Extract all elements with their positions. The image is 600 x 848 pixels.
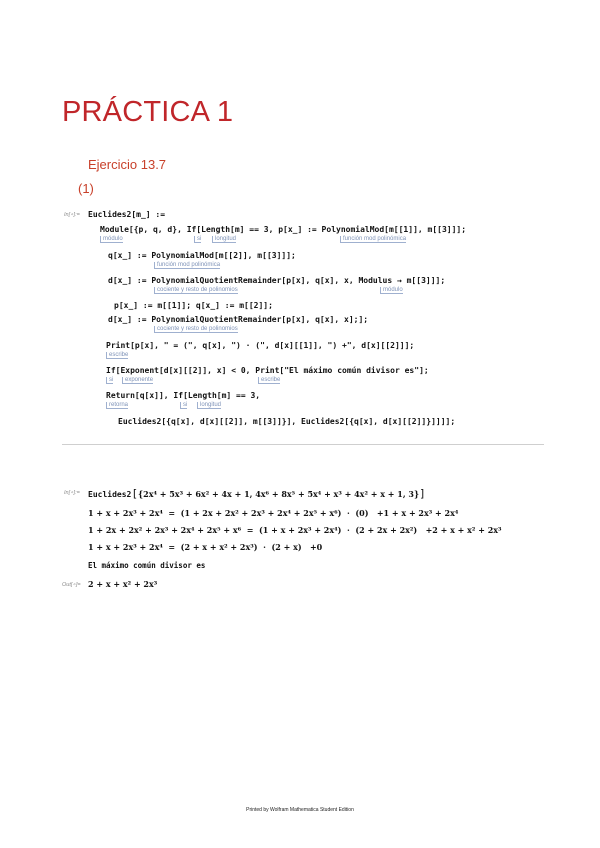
function-name: Euclides2 [88,490,132,499]
code-line-10[interactable]: Euclides2[{q[x], d[x][[2]], m[[3]]}], Euclides2[{q[x], d[x][[2]]}]]]]; [118,417,456,426]
subsection-heading: Ejercicio 13.7 [88,157,167,172]
footer-note: Printed by Wolfram Mathematica Student Edition [246,807,354,813]
page-title: PRÁCTICA 1 [62,96,234,128]
hint-funcion-mod: función mod polinómica [154,262,220,269]
hint-modulo: módulo [380,287,403,294]
hint-modulo: módulo [100,236,123,243]
code-line-9[interactable]: Return[q[x]], If[Length[m] == 3, [106,391,261,400]
result-output: 2 + x + x² + 2x³ [88,579,158,589]
hint-exponente: exponente [122,377,153,384]
code-line-3[interactable]: q[x_] := PolynomialMod[m[[2]], m[[3]]]; [108,251,296,260]
cell-divider [62,444,544,445]
print-line-2: 1 + 2x + 2x² + 2x³ + 2x⁴ + 2x⁵ + x⁶ = (1 + x + 2x³ + 2x⁴) · (2 + 2x + 2x²) +2 + x + x² + 2x³ [88,525,502,535]
hint-cociente: cociente y resto de polinomios [154,287,238,294]
code-line-1[interactable]: Euclides2[m_] := [88,210,166,219]
hint-retorna: retorna [106,402,128,409]
eval-input[interactable] [88,487,426,500]
code-line-5[interactable]: p[x_] := m[[1]]; q[x_] := m[[2]]; [114,301,273,310]
left-bracket: [ [131,487,138,500]
hint-si: si [180,402,187,409]
code-line-7[interactable]: Print[p[x], " = (", q[x], ") · (", d[x][[1]], ") +", d[x][[2]]]; [106,341,415,350]
subsubsection-heading: (1) [78,181,94,196]
hint-cociente: cociente y resto de polinomios [154,326,238,333]
code-line-8[interactable]: If[Exponent[d[x][[2]], x] < 0, Print["El máximo común divisor es"]; [106,366,429,375]
print-line-3: 1 + x + 2x³ + 2x⁴ = (2 + x + x² + 2x³) · (2 + x) +0 [88,542,323,552]
code-line-2[interactable]: Module[{p, q, d}, If[Length[m] == 3, p[x_] := PolynomialMod[m[[1]], m[[3]]]; [100,225,467,234]
hint-funcion-mod: función mod polinómica [340,236,406,243]
code-line-6[interactable]: d[x_] := PolynomialQuotientRemainder[p[x], q[x], x];]; [108,315,369,324]
hint-si: si [106,377,113,384]
input-arguments: {2x⁴ + 5x³ + 6x² + 4x + 1, 4x⁶ + 8x⁵ + 5x⁴ + x³ + 4x² + x + 1, 3} [137,489,420,499]
hint-escribe: escribe [106,352,128,359]
output-cell-label: Out[∘]= [62,582,81,588]
code-line-4[interactable]: d[x_] := PolynomialQuotientRemainder[p[x], q[x], x, Modulus → m[[3]]]; [108,276,446,285]
print-line-1: 1 + x + 2x³ + 2x⁴ = (1 + 2x + 2x² + 2x³ + 2x⁴ + 2x⁵ + x⁶) · (0) +1 + x + 2x³ + 2x⁴ [88,508,459,518]
gcd-message: El máximo común divisor es [88,561,206,570]
hint-longitud: longitud [197,402,221,409]
hint-si: si [194,236,201,243]
right-bracket: ] [419,487,426,500]
input-cell-label: In[∘]:= [64,490,80,496]
hint-longitud: longitud [212,236,236,243]
input-cell-label: In[∘]:= [64,212,80,218]
hint-escribe: escribe [258,377,280,384]
